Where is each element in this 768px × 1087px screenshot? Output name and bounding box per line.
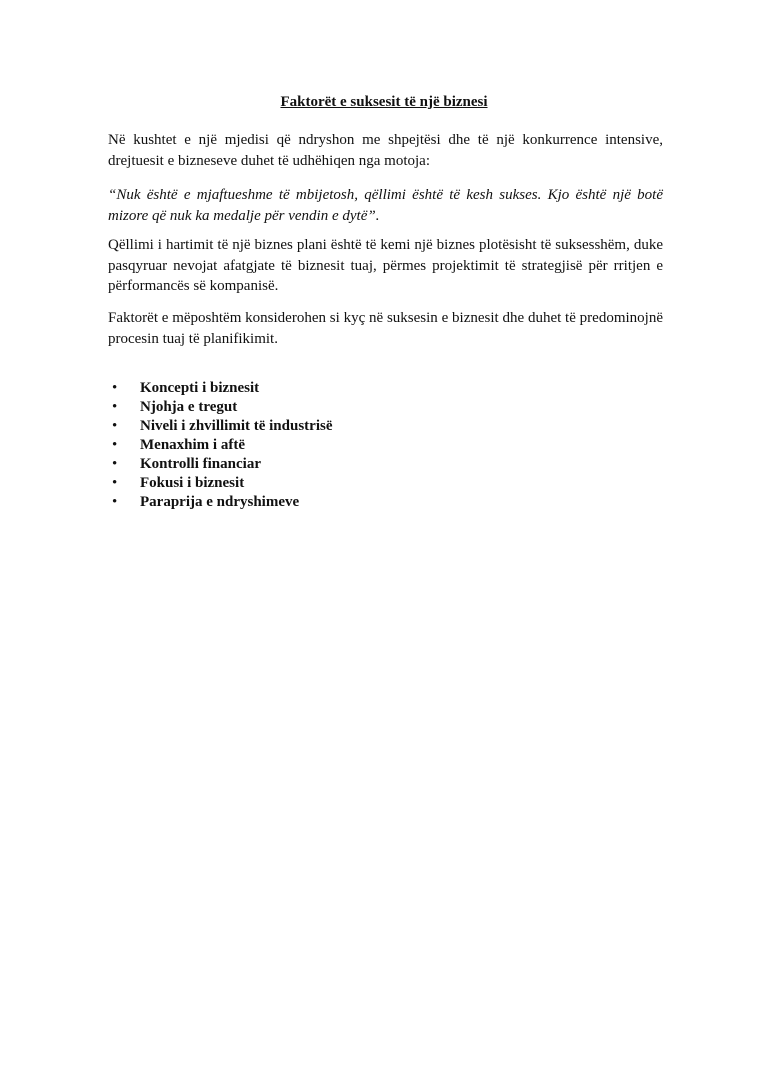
success-factors-list [108,379,333,512]
list-item [108,493,333,512]
bullet-icon: • [112,494,118,510]
document-title: Faktorët e suksesit të një biznesi [280,94,488,110]
list-item [108,455,333,474]
factors-intro-paragraph: Faktorët e mëposhtëm konsiderohen si kyç në suksesin e biznesit dhe duhet të predominojnë procesin tuaj të planifikimit. [108,310,663,347]
list-item [108,417,333,436]
factor-label: Niveli i zhvillimit të industrisë [140,418,333,434]
bullet-icon: • [112,399,118,415]
bullet-icon: • [112,418,118,434]
list-item [108,436,333,455]
bullet-icon: • [112,475,118,491]
factor-label: Njohja e tregut [140,399,238,415]
intro-paragraph: Në kushtet e një mjedisi që ndryshon me shpejtësi dhe të një konkurrence intensive, drejtuesit e bizneseve duhet të udhëhiqen nga motoja: [108,132,663,169]
bullet-icon: • [112,456,118,472]
factor-label: Menaxhim i aftë [140,437,245,453]
list-item [108,474,333,493]
list-item [108,398,333,417]
motto-quote: “Nuk është e mjaftueshme të mbijetosh, qëllimi është të kesh sukses. Kjo është një botë mizore që nuk ka medalje për vendin e dytë”. [108,187,663,224]
factor-label: Kontrolli financiar [140,456,261,472]
list-item [108,379,333,398]
bullet-icon: • [112,380,118,396]
purpose-paragraph: Qëllimi i hartimit të një biznes plani është të kemi një biznes plotësisht të suksesshëm, duke pasqyruar nevojat afatgjate të biznesit tuaj, përmes projektimit të strategjisë për rritjen e përformancës së kompanisë. [108,237,663,294]
factor-label: Koncepti i biznesit [140,380,260,396]
factor-label: Paraprija e ndryshimeve [140,494,300,510]
factor-label: Fokusi i biznesit [140,475,245,491]
bullet-icon: • [112,437,118,453]
